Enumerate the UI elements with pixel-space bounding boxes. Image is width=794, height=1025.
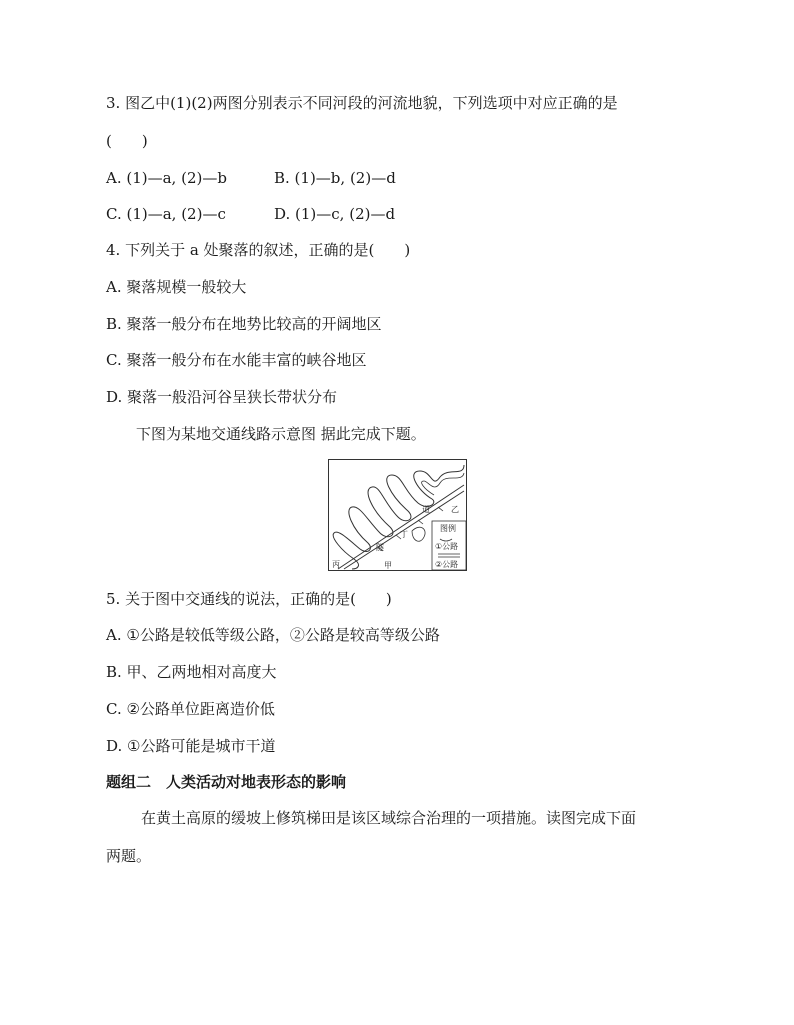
legend-road-2: ②公路 <box>435 560 459 569</box>
q3-stem: 3. 图乙中(1)(2)两图分别表示不同河段的河流地貌，下列选项中对应正确的是 <box>106 94 618 112</box>
q3-answer-blank: ( ) <box>106 132 148 150</box>
q3-option-b[interactable]: B. (1)—b, (2)—d <box>274 169 396 187</box>
q4-option-b[interactable]: B. 聚落一般分布在地势比较高的开阔地区 <box>106 315 382 333</box>
q5-option-c[interactable]: C. ②公路单位距离造价低 <box>106 700 275 718</box>
q5-option-b[interactable]: B. 甲、乙两地相对高度大 <box>106 663 277 681</box>
q5-stem: 5. 关于图中交通线的说法，正确的是( ) <box>106 590 392 608</box>
label-yi: 乙 <box>451 505 459 514</box>
label-sui: 隧 <box>376 543 384 552</box>
q3-options-row-1 <box>106 168 706 188</box>
q3-option-a[interactable]: A. (1)—a, (2)—b <box>106 169 227 187</box>
map-svg <box>328 459 467 571</box>
q5-option-a[interactable]: A. ①公路是较低等级公路，②公路是较高等级公路 <box>106 626 440 644</box>
q4-option-d[interactable]: D. 聚落一般沿河谷呈狭长带状分布 <box>106 388 338 406</box>
label-jia: 甲 <box>384 561 392 570</box>
q3-option-d[interactable]: D. (1)—c, (2)—d <box>274 205 396 223</box>
q5-option-d[interactable]: D. ①公路可能是城市干道 <box>106 737 276 755</box>
transport-route-map <box>328 459 467 571</box>
q3-options-row-2 <box>106 204 706 224</box>
section-paragraph-line-1: 在黄土高原的缓坡上修筑梯田是该区域综合治理的一项措施。读图完成下面 <box>141 809 637 827</box>
label-bing: 丙 <box>332 560 340 569</box>
q3-option-c[interactable]: C. (1)—a, (2)—c <box>106 205 226 223</box>
label-ding: 丁 <box>400 530 408 539</box>
legend-title: 图例 <box>440 524 456 533</box>
q4-stem: 4. 下列关于 a 处聚落的叙述，正确的是( ) <box>106 241 411 259</box>
label-dao: 道 <box>422 505 430 514</box>
section-title: 题组二 人类活动对地表形态的影响 <box>106 773 347 791</box>
legend-road-1: ①公路 <box>435 542 459 551</box>
q4-option-c[interactable]: C. 聚落一般分布在水能丰富的峡谷地区 <box>106 351 367 369</box>
q4-option-a[interactable]: A. 聚落规模一般较大 <box>106 278 247 296</box>
section-paragraph-line-2: 两题。 <box>106 847 152 865</box>
map-intro-text: 下图为某地交通线路示意图 据此完成下题。 <box>136 425 426 443</box>
